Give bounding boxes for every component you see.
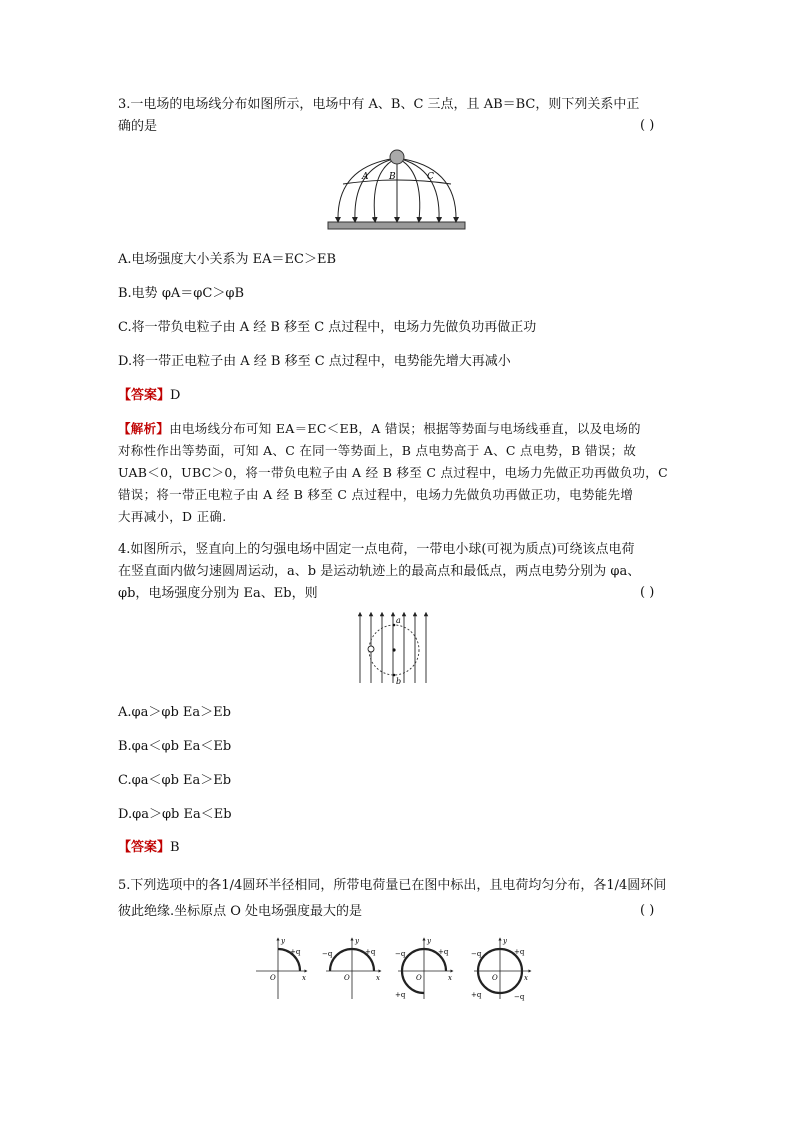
q5-ring-options-figure: [252, 933, 542, 1003]
svg-text:x: x: [376, 974, 380, 982]
svg-text:+q: +q: [290, 948, 301, 956]
q3-stem-line2: 确的是: [118, 119, 158, 134]
svg-text:−q: −q: [471, 950, 482, 958]
q3-field-lines-figure: [325, 146, 470, 234]
option-d-figure: [471, 937, 530, 1001]
svg-text:−q: −q: [322, 950, 333, 958]
q4-answer: [118, 839, 180, 857]
label-C: C: [427, 172, 434, 182]
svg-text:x: x: [302, 974, 306, 982]
metal-plate: [328, 222, 465, 229]
q4-option-c: C.φa＜φb Ea＞Eb: [118, 773, 232, 788]
q4-option-d: D.φa＞φb Ea＜Eb: [118, 807, 232, 822]
svg-text:y: y: [503, 937, 507, 945]
q5-stem-line1: 5.下列选项中的各1/4圆环半径相同，所带电荷量已在图中标出，且电荷均匀分布，各1/4圆环间: [118, 878, 667, 893]
svg-text:+q: +q: [365, 948, 376, 956]
svg-text:+q: +q: [471, 991, 482, 999]
q3-answer: [118, 387, 180, 405]
svg-text:+q: +q: [438, 948, 449, 956]
option-b-figure: [322, 937, 380, 999]
svg-text:+q: +q: [514, 948, 525, 956]
q5-stem-line2: 彼此绝缘.坐标原点 O 处电场强度最大的是: [118, 904, 363, 919]
svg-text:O: O: [344, 974, 350, 982]
option-a-figure: [256, 937, 306, 999]
label-b: b: [396, 677, 402, 686]
q3-option-d: D.将一带正电粒子由 A 经 B 移至 C 点过程中，电势能先增大再减小: [118, 354, 511, 369]
q5-answer-paren: ( ): [640, 903, 655, 918]
svg-text:+q: +q: [395, 991, 406, 999]
q3-analysis-line3: UAB＜0，UBC＞0，将一带负电粒子由 A 经 B 移至 C 点过程中，电场力先做正功再做负功，C: [118, 465, 668, 480]
q3-stem-line1: 3.一电场的电场线分布如图所示，电场中有 A、B、C 三点，且 AB＝BC，则下列关系中正: [118, 97, 640, 112]
svg-text:y: y: [355, 937, 359, 945]
q4-option-a: A.φa＞φb Ea＞Eb: [118, 705, 231, 720]
charged-ball: [368, 646, 374, 652]
svg-text:x: x: [448, 974, 452, 982]
svg-text:−q: −q: [514, 993, 525, 1001]
field-lines: [338, 158, 456, 220]
svg-text:O: O: [492, 974, 498, 982]
q4-uniform-field-figure: [354, 611, 434, 687]
q3-option-a: A.电场强度大小关系为 EA＝EC＞EB: [118, 252, 337, 267]
label-a: a: [396, 616, 401, 625]
label-B: B: [389, 172, 396, 182]
analysis-tag: 【解析】: [118, 421, 170, 436]
svg-text:O: O: [416, 974, 422, 982]
point-a: [393, 624, 396, 627]
q3-option-c: C.将一带负电粒子由 A 经 B 移至 C 点过程中，电场力先做负功再做正功: [118, 320, 537, 335]
q4-stem-line3: φb，电场强度分别为 Ea、Eb，则: [118, 586, 318, 601]
svg-text:x: x: [524, 974, 528, 982]
q3-answer-paren: ( ): [640, 118, 655, 133]
label-A: A: [362, 172, 369, 182]
svg-text:O: O: [270, 974, 276, 982]
q4-stem-line2: 在竖直面内做匀速圆周运动，a、b 是运动轨迹上的最高点和最低点，两点电势分别为 φa、: [118, 564, 641, 579]
q4-option-b: B.φa＜φb Ea＜Eb: [118, 739, 232, 754]
svg-text:−q: −q: [395, 950, 406, 958]
answer-tag: 【答案】: [118, 388, 171, 403]
q3-analysis-line2: 对称性作出等势面，可知 A、C 在同一等势面上，B 点电势高于 A、C 点电势，B 错误；故: [118, 443, 637, 458]
point-charge: [390, 150, 404, 164]
answer-value: B: [170, 840, 180, 855]
answer-tag: 【答案】: [118, 840, 171, 855]
q3-analysis-line5: 大再减小，D 正确.: [118, 509, 227, 524]
q3-analysis-line4: 错误；将一带正电粒子由 A 经 B 移至 C 点过程中，电场力先做负功再做正功，电势能先增: [118, 487, 634, 502]
fixed-charge: [392, 648, 395, 651]
svg-text:y: y: [281, 937, 285, 945]
q4-answer-paren: ( ): [640, 585, 655, 600]
q3-analysis-line1: 【解析】由电场线分布可知 EA＝EC＜EB，A 错误；根据等势面与电场线垂直，以及电场的: [118, 421, 641, 436]
svg-text:y: y: [427, 937, 431, 945]
q4-stem-line1: 4.如图所示，竖直向上的匀强电场中固定一点电荷，一带电小球(可视为质点)可绕该点电荷: [118, 542, 635, 557]
q3-option-b: B.电势 φA＝φC＞φB: [118, 286, 245, 301]
option-c-figure: [395, 937, 452, 999]
answer-value: D: [170, 388, 181, 403]
point-b: [393, 674, 396, 677]
